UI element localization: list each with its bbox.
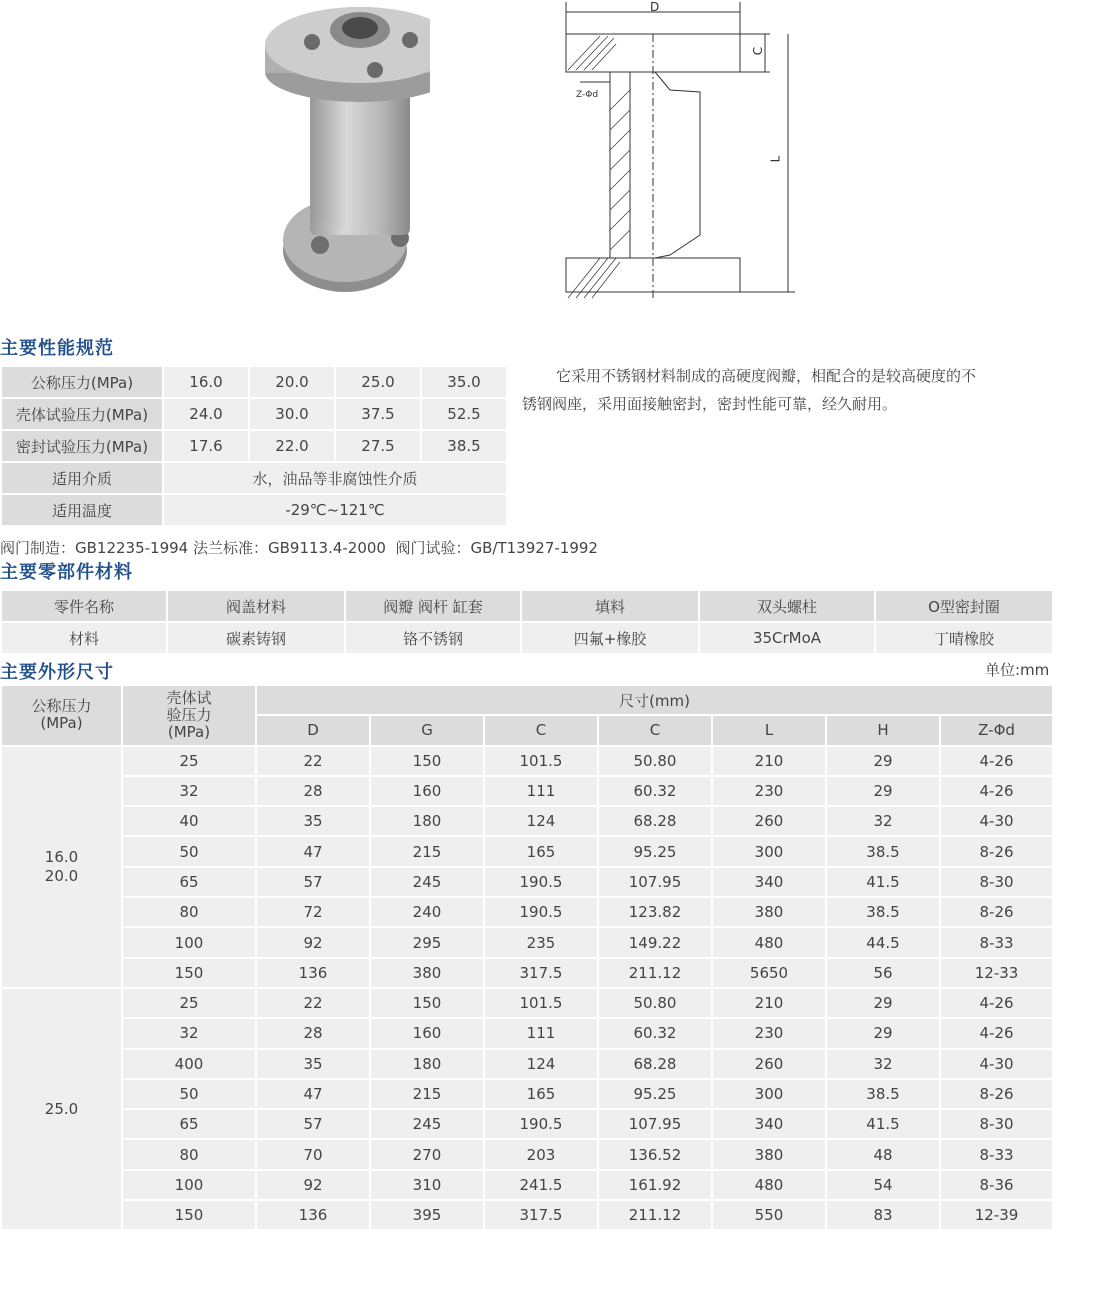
dimension-cell: 48 bbox=[826, 1139, 940, 1169]
drawing-label-d: D bbox=[650, 0, 660, 14]
dimension-cell: 107.95 bbox=[598, 867, 712, 897]
table-row bbox=[1, 897, 1053, 927]
materials-value: 碳素铸钢 bbox=[167, 622, 345, 654]
perf-label: 密封试验压力(MPa) bbox=[1, 430, 163, 462]
dimensions-table bbox=[0, 684, 1054, 1231]
shell-pressure-cell: 25 bbox=[122, 988, 256, 1018]
dimension-cell: 44.5 bbox=[826, 927, 940, 957]
dimension-cell: 136 bbox=[256, 958, 370, 988]
shell-pressure-cell: 150 bbox=[122, 1200, 256, 1230]
dimension-cell: 56 bbox=[826, 958, 940, 988]
dimension-cell: 340 bbox=[712, 867, 826, 897]
dimension-cell: 29 bbox=[826, 1018, 940, 1048]
table-row bbox=[1, 746, 1053, 776]
subcol-header: H bbox=[826, 715, 940, 745]
dimension-cell: 101.5 bbox=[484, 988, 598, 1018]
dimension-cell: 380 bbox=[712, 1139, 826, 1169]
dimension-cell: 380 bbox=[712, 897, 826, 927]
dimension-cell: 240 bbox=[370, 897, 484, 927]
dimension-cell: 123.82 bbox=[598, 897, 712, 927]
performance-heading: 主要性能规范 bbox=[0, 338, 114, 359]
dimension-cell: 180 bbox=[370, 806, 484, 836]
dimension-cell: 380 bbox=[370, 958, 484, 988]
dimension-cell: 54 bbox=[826, 1170, 940, 1200]
dimension-cell: 8-33 bbox=[940, 927, 1053, 957]
materials-table bbox=[0, 589, 1054, 655]
dimension-cell: 111 bbox=[484, 776, 598, 806]
dimension-cell: 317.5 bbox=[484, 958, 598, 988]
shell-pressure-cell: 150 bbox=[122, 958, 256, 988]
dimension-cell: 8-33 bbox=[940, 1139, 1053, 1169]
dimension-cell: 38.5 bbox=[826, 1079, 940, 1109]
table-row bbox=[1, 867, 1053, 897]
dimension-cell: 92 bbox=[256, 1170, 370, 1200]
drawing-label-l: L bbox=[768, 155, 783, 163]
dimension-cell: 8-30 bbox=[940, 867, 1053, 897]
perf-value: 52.5 bbox=[421, 398, 507, 430]
dimension-cell: 4-30 bbox=[940, 1049, 1053, 1079]
perf-value: 16.0 bbox=[163, 366, 249, 398]
subcol-header: L bbox=[712, 715, 826, 745]
dimension-cell: 41.5 bbox=[826, 867, 940, 897]
group-pressure: 16.0 20.0 bbox=[1, 746, 122, 988]
dimension-cell: 230 bbox=[712, 1018, 826, 1048]
materials-value: 35CrMoA bbox=[699, 622, 875, 654]
subcol-header: C bbox=[484, 715, 598, 745]
dimension-cell: 92 bbox=[256, 927, 370, 957]
shell-pressure-cell: 32 bbox=[122, 1018, 256, 1048]
perf-row-temp bbox=[1, 494, 507, 526]
dimension-cell: 95.25 bbox=[598, 1079, 712, 1109]
dimension-cell: 480 bbox=[712, 927, 826, 957]
dimension-cell: 136.52 bbox=[598, 1139, 712, 1169]
dimension-cell: 165 bbox=[484, 1079, 598, 1109]
table-row bbox=[1, 1139, 1053, 1169]
dimension-cell: 340 bbox=[712, 1109, 826, 1139]
col-shell-pressure: 壳体试 验压力 (MPa) bbox=[122, 685, 256, 746]
materials-part: 双头螺柱 bbox=[699, 590, 875, 622]
dimension-cell: 211.12 bbox=[598, 1200, 712, 1230]
dimension-cell: 190.5 bbox=[484, 867, 598, 897]
perf-label: 适用温度 bbox=[1, 494, 163, 526]
perf-row-shell bbox=[1, 398, 507, 430]
dimension-cell: 211.12 bbox=[598, 958, 712, 988]
dimension-cell: 4-30 bbox=[940, 806, 1053, 836]
dimension-cell: 295 bbox=[370, 927, 484, 957]
perf-value: 水，油品等非腐蚀性介质 bbox=[163, 462, 507, 494]
col-nominal-pressure: 公称压力 (MPa) bbox=[1, 685, 122, 746]
materials-header-label: 零件名称 bbox=[1, 590, 167, 622]
dimension-cell: 230 bbox=[712, 776, 826, 806]
dimension-cell: 35 bbox=[256, 806, 370, 836]
dimension-cell: 29 bbox=[826, 776, 940, 806]
description-line: 锈钢阀座，采用面接触密封，密封性能可靠，经久耐用。 bbox=[522, 395, 898, 413]
unit-label: 单位:mm bbox=[985, 661, 1050, 679]
dimensions-body bbox=[1, 746, 1053, 1231]
table-row bbox=[1, 1170, 1053, 1200]
dimension-cell: 4-26 bbox=[940, 746, 1053, 776]
valve-drawing bbox=[550, 0, 800, 300]
dimension-cell: 83 bbox=[826, 1200, 940, 1230]
dimension-cell: 160 bbox=[370, 1018, 484, 1048]
dimension-cell: 12-33 bbox=[940, 958, 1053, 988]
dimension-cell: 57 bbox=[256, 867, 370, 897]
perf-value: 38.5 bbox=[421, 430, 507, 462]
dimension-cell: 68.28 bbox=[598, 1049, 712, 1079]
shell-pressure-cell: 65 bbox=[122, 1109, 256, 1139]
dimension-cell: 150 bbox=[370, 746, 484, 776]
dimension-cell: 300 bbox=[712, 1079, 826, 1109]
dimension-cell: 235 bbox=[484, 927, 598, 957]
dimension-cell: 29 bbox=[826, 746, 940, 776]
dimension-cell: 4-26 bbox=[940, 988, 1053, 1018]
dimension-cell: 47 bbox=[256, 836, 370, 866]
dimension-cell: 8-26 bbox=[940, 1079, 1053, 1109]
standards-note: 阀门制造：GB12235-1994 法兰标准：GB9113.4-2000 阀门试验：GB/T13927-1992 bbox=[0, 539, 598, 557]
dimension-cell: 5650 bbox=[712, 958, 826, 988]
dimension-cell: 215 bbox=[370, 1079, 484, 1109]
subcol-header: D bbox=[256, 715, 370, 745]
drawing-label-zd: Z-Φd bbox=[576, 90, 599, 100]
shell-pressure-cell: 40 bbox=[122, 806, 256, 836]
dimension-cell: 28 bbox=[256, 776, 370, 806]
dimension-cell: 190.5 bbox=[484, 1109, 598, 1139]
dimension-cell: 60.32 bbox=[598, 1018, 712, 1048]
dimension-cell: 60.32 bbox=[598, 776, 712, 806]
dimension-cell: 29 bbox=[826, 988, 940, 1018]
dimension-cell: 395 bbox=[370, 1200, 484, 1230]
group-pressure: 25.0 bbox=[1, 988, 122, 1230]
table-row bbox=[1, 1200, 1053, 1230]
dimension-cell: 35 bbox=[256, 1049, 370, 1079]
dimension-cell: 38.5 bbox=[826, 897, 940, 927]
dimension-cell: 149.22 bbox=[598, 927, 712, 957]
valve-photo bbox=[250, 0, 430, 300]
dimension-cell: 260 bbox=[712, 806, 826, 836]
dimension-cell: 41.5 bbox=[826, 1109, 940, 1139]
dimension-cell: 32 bbox=[826, 806, 940, 836]
dimension-cell: 165 bbox=[484, 836, 598, 866]
perf-value: 22.0 bbox=[249, 430, 335, 462]
dimension-cell: 310 bbox=[370, 1170, 484, 1200]
perf-value: 25.0 bbox=[335, 366, 421, 398]
shell-pressure-cell: 100 bbox=[122, 1170, 256, 1200]
dimension-cell: 50.80 bbox=[598, 746, 712, 776]
dimension-cell: 72 bbox=[256, 897, 370, 927]
dimension-cell: 70 bbox=[256, 1139, 370, 1169]
dimension-cell: 32 bbox=[826, 1049, 940, 1079]
table-row bbox=[1, 1079, 1053, 1109]
subcol-header: G bbox=[370, 715, 484, 745]
dimension-cell: 22 bbox=[256, 988, 370, 1018]
perf-label: 适用介质 bbox=[1, 462, 163, 494]
dimension-cell: 8-26 bbox=[940, 836, 1053, 866]
dimension-cell: 4-26 bbox=[940, 776, 1053, 806]
shell-pressure-cell: 50 bbox=[122, 1079, 256, 1109]
materials-value: 四氟+橡胶 bbox=[521, 622, 699, 654]
table-row bbox=[1, 927, 1053, 957]
dimension-cell: 210 bbox=[712, 988, 826, 1018]
perf-value: 27.5 bbox=[335, 430, 421, 462]
materials-header-row bbox=[1, 590, 1053, 622]
perf-row-medium bbox=[1, 462, 507, 494]
dimension-cell: 190.5 bbox=[484, 897, 598, 927]
dimension-cell: 8-26 bbox=[940, 897, 1053, 927]
dimension-cell: 8-30 bbox=[940, 1109, 1053, 1139]
dimension-cell: 22 bbox=[256, 746, 370, 776]
perf-row-seal bbox=[1, 430, 507, 462]
dimension-cell: 270 bbox=[370, 1139, 484, 1169]
dimension-cell: 215 bbox=[370, 836, 484, 866]
dimension-cell: 150 bbox=[370, 988, 484, 1018]
table-row bbox=[1, 836, 1053, 866]
shell-pressure-cell: 65 bbox=[122, 867, 256, 897]
dimension-cell: 28 bbox=[256, 1018, 370, 1048]
shell-pressure-cell: 100 bbox=[122, 927, 256, 957]
table-row bbox=[1, 776, 1053, 806]
perf-label: 壳体试验压力(MPa) bbox=[1, 398, 163, 430]
shell-pressure-cell: 25 bbox=[122, 746, 256, 776]
perf-row-nominal bbox=[1, 366, 507, 398]
table-row bbox=[1, 958, 1053, 988]
perf-value: 30.0 bbox=[249, 398, 335, 430]
perf-value: 37.5 bbox=[335, 398, 421, 430]
dimension-cell: 38.5 bbox=[826, 836, 940, 866]
dimension-cell: 111 bbox=[484, 1018, 598, 1048]
shell-pressure-cell: 80 bbox=[122, 1139, 256, 1169]
dimension-cell: 245 bbox=[370, 867, 484, 897]
dimension-cell: 160 bbox=[370, 776, 484, 806]
description-line: 它采用不锈钢材料制成的高硬度阀瓣，相配合的是较高硬度的不 bbox=[556, 367, 977, 385]
perf-value: 17.6 bbox=[163, 430, 249, 462]
shell-pressure-cell: 32 bbox=[122, 776, 256, 806]
subcol-header: C bbox=[598, 715, 712, 745]
dimension-cell: 107.95 bbox=[598, 1109, 712, 1139]
dimension-cell: 300 bbox=[712, 836, 826, 866]
dimension-cell: 210 bbox=[712, 746, 826, 776]
dimension-cell: 47 bbox=[256, 1079, 370, 1109]
dimension-cell: 317.5 bbox=[484, 1200, 598, 1230]
perf-value: 35.0 bbox=[421, 366, 507, 398]
perf-value: -29℃~121℃ bbox=[163, 494, 507, 526]
table-row bbox=[1, 1049, 1053, 1079]
dimension-cell: 8-36 bbox=[940, 1170, 1053, 1200]
materials-part: 填料 bbox=[521, 590, 699, 622]
dimensions-heading: 主要外形尺寸 bbox=[0, 662, 114, 683]
table-row bbox=[1, 988, 1053, 1018]
dimension-cell: 101.5 bbox=[484, 746, 598, 776]
materials-value: 铬不锈钢 bbox=[345, 622, 521, 654]
shell-pressure-cell: 80 bbox=[122, 897, 256, 927]
dimension-cell: 161.92 bbox=[598, 1170, 712, 1200]
dimension-cell: 50.80 bbox=[598, 988, 712, 1018]
materials-part: O型密封圈 bbox=[875, 590, 1053, 622]
subcol-header: Z-Φd bbox=[940, 715, 1053, 745]
table-row bbox=[1, 1109, 1053, 1139]
dimension-cell: 124 bbox=[484, 806, 598, 836]
product-description bbox=[522, 362, 1062, 418]
drawing-label-c: C bbox=[751, 46, 766, 56]
perf-value: 20.0 bbox=[249, 366, 335, 398]
perf-value: 24.0 bbox=[163, 398, 249, 430]
materials-value: 丁晴橡胶 bbox=[875, 622, 1053, 654]
dimension-cell: 12-39 bbox=[940, 1200, 1053, 1230]
dimension-cell: 180 bbox=[370, 1049, 484, 1079]
materials-row-label: 材料 bbox=[1, 622, 167, 654]
dimension-cell: 203 bbox=[484, 1139, 598, 1169]
performance-table bbox=[0, 365, 508, 527]
col-size: 尺寸(mm) bbox=[256, 685, 1053, 715]
dimension-cell: 136 bbox=[256, 1200, 370, 1230]
dimension-cell: 4-26 bbox=[940, 1018, 1053, 1048]
shell-pressure-cell: 50 bbox=[122, 836, 256, 866]
materials-part: 阀瓣 阀杆 缸套 bbox=[345, 590, 521, 622]
dimension-cell: 241.5 bbox=[484, 1170, 598, 1200]
table-row bbox=[1, 1018, 1053, 1048]
materials-value-row bbox=[1, 622, 1053, 654]
dimension-cell: 245 bbox=[370, 1109, 484, 1139]
perf-label: 公称压力(MPa) bbox=[1, 366, 163, 398]
dimension-cell: 57 bbox=[256, 1109, 370, 1139]
materials-heading: 主要零部件材料 bbox=[0, 562, 133, 583]
dimension-cell: 68.28 bbox=[598, 806, 712, 836]
table-row bbox=[1, 806, 1053, 836]
shell-pressure-cell: 400 bbox=[122, 1049, 256, 1079]
materials-part: 阀盖材料 bbox=[167, 590, 345, 622]
dimension-cell: 95.25 bbox=[598, 836, 712, 866]
dimension-cell: 480 bbox=[712, 1170, 826, 1200]
dimension-cell: 260 bbox=[712, 1049, 826, 1079]
dimension-cell: 550 bbox=[712, 1200, 826, 1230]
dimension-cell: 124 bbox=[484, 1049, 598, 1079]
